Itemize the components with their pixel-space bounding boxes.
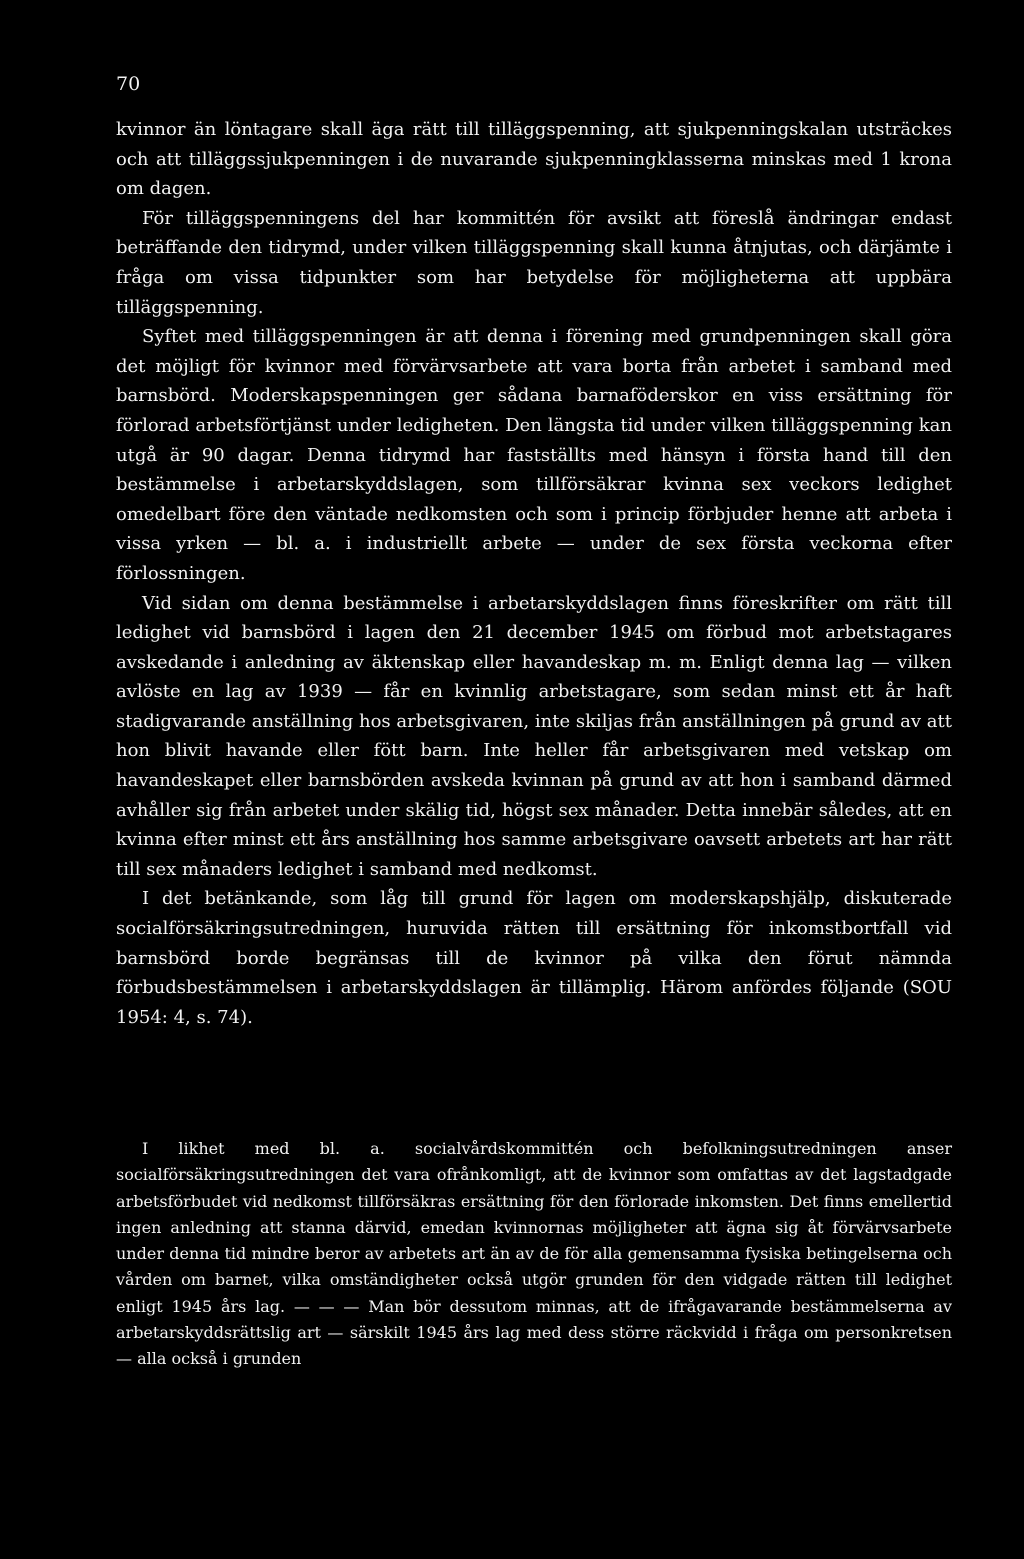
paragraph: I det betänkande, som låg till grund för lagen om moderskapshjälp, diskuterade socialförsäkringsutredningen, huruvida rätten till ersättning för inkomstbortfall vid barnsbörd borde begränsas till de kvinnor på vilka den förut nämnda förbudsbestämmelsen i arbetarskyddslagen är tillämplig. Härom anfördes följande (SOU 1954: 4, s. 74). [116,888,952,1028]
paragraph: kvinnor än löntagare skall äga rätt till tilläggspenning, att sjukpenningskalan utsträckes och att tilläggssjukpenningen i de nuvarande sjukpenningklasserna minskas med 1 krona om dagen. [116,119,952,200]
paragraph: Syftet med tilläggspenningen är att denna i förening med grundpenningen skall göra det möjligt för kvinnor med förvärvsarbete att vara borta från arbetet i samband med barnsbörd. Moderskapspenningen ger sådana barnaföderskor en viss ersättning för förlorad arbetsförtjänst under ledigheten. Den längsta tid under vilken tilläggspenning kan utgå är 90 dagar. Denna tidrymd har fastställts med hänsyn i första hand till den bestämmelse i arbetarskyddslagen, som tillförsäkrar kvinna sex veckors ledighet omedelbart före den väntade nedkomsten och som i princip förbjuder henne att arbeta i vissa yrken — bl. a. i industriellt arbete — under de sex första veckorna efter förlossningen. [116,326,952,584]
body-text [116,115,952,1032]
block-quote [116,1136,952,1373]
paragraph: Vid sidan om denna bestämmelse i arbetarskyddslagen finns föreskrifter om rätt till ledighet vid barnsbörd i lagen den 21 december 1945 om förbud mot arbetstagares avskedande i anledning av äktenskap eller havandeskap m. m. Enligt denna lag — vilken avlöste en lag av 1939 — får en kvinnlig arbetstagare, som sedan minst ett år haft stadigvarande anställning hos arbetsgivaren, inte skiljas från anställningen på grund av att hon blivit havande eller fött barn. Inte heller får arbetsgivaren med vetskap om havandeskapet eller barnsbörden avskeda kvinnan på grund av att hon i samband därmed avhåller sig från arbetet under skälig tid, högst sex månader. Detta innebär således, att en kvinna efter minst ett års anställning hos samme arbetsgivare oavsett arbetets art har rätt till sex månaders ledighet i samband med nedkomst. [116,592,952,880]
page-number: 70 [116,73,141,95]
paragraph: För tilläggspenningens del har kommittén för avsikt att föreslå ändringar endast beträffande den tidrymd, under vilken tilläggspenning skall kunna åtnjutas, och därjämte i fråga om vissa tidpunkter som har betydelse för möjligheterna att uppbära tilläggspenning. [116,207,952,318]
quote-paragraph: I likhet med bl. a. socialvårdskommittén och befolkningsutredningen anser socialförsäkringsutredningen det vara ofrånkomligt, att de kvinnor som omfattas av det lagstadgade arbetsförbudet vid nedkomst tillförsäkras ersättning för den förlorade inkomsten. Det finns emellertid ingen anledning att stanna därvid, emedan kvinnornas möjligheter att ägna sig åt förvärvsarbete under denna tid mindre beror av arbetets art än av de för alla gemensamma fysiska betingelserna och vården om barnet, vilka omständigheter också utgör grunden för den vidgade rätten till ledighet enligt 1945 års lag. — — — Man bör dessutom minnas, att de ifrågavarande bestämmelserna av arbetarskyddsrättslig art — särskilt 1945 års lag med dess större räckvidd i fråga om personkretsen — alla också i grunden [116,1139,952,1369]
